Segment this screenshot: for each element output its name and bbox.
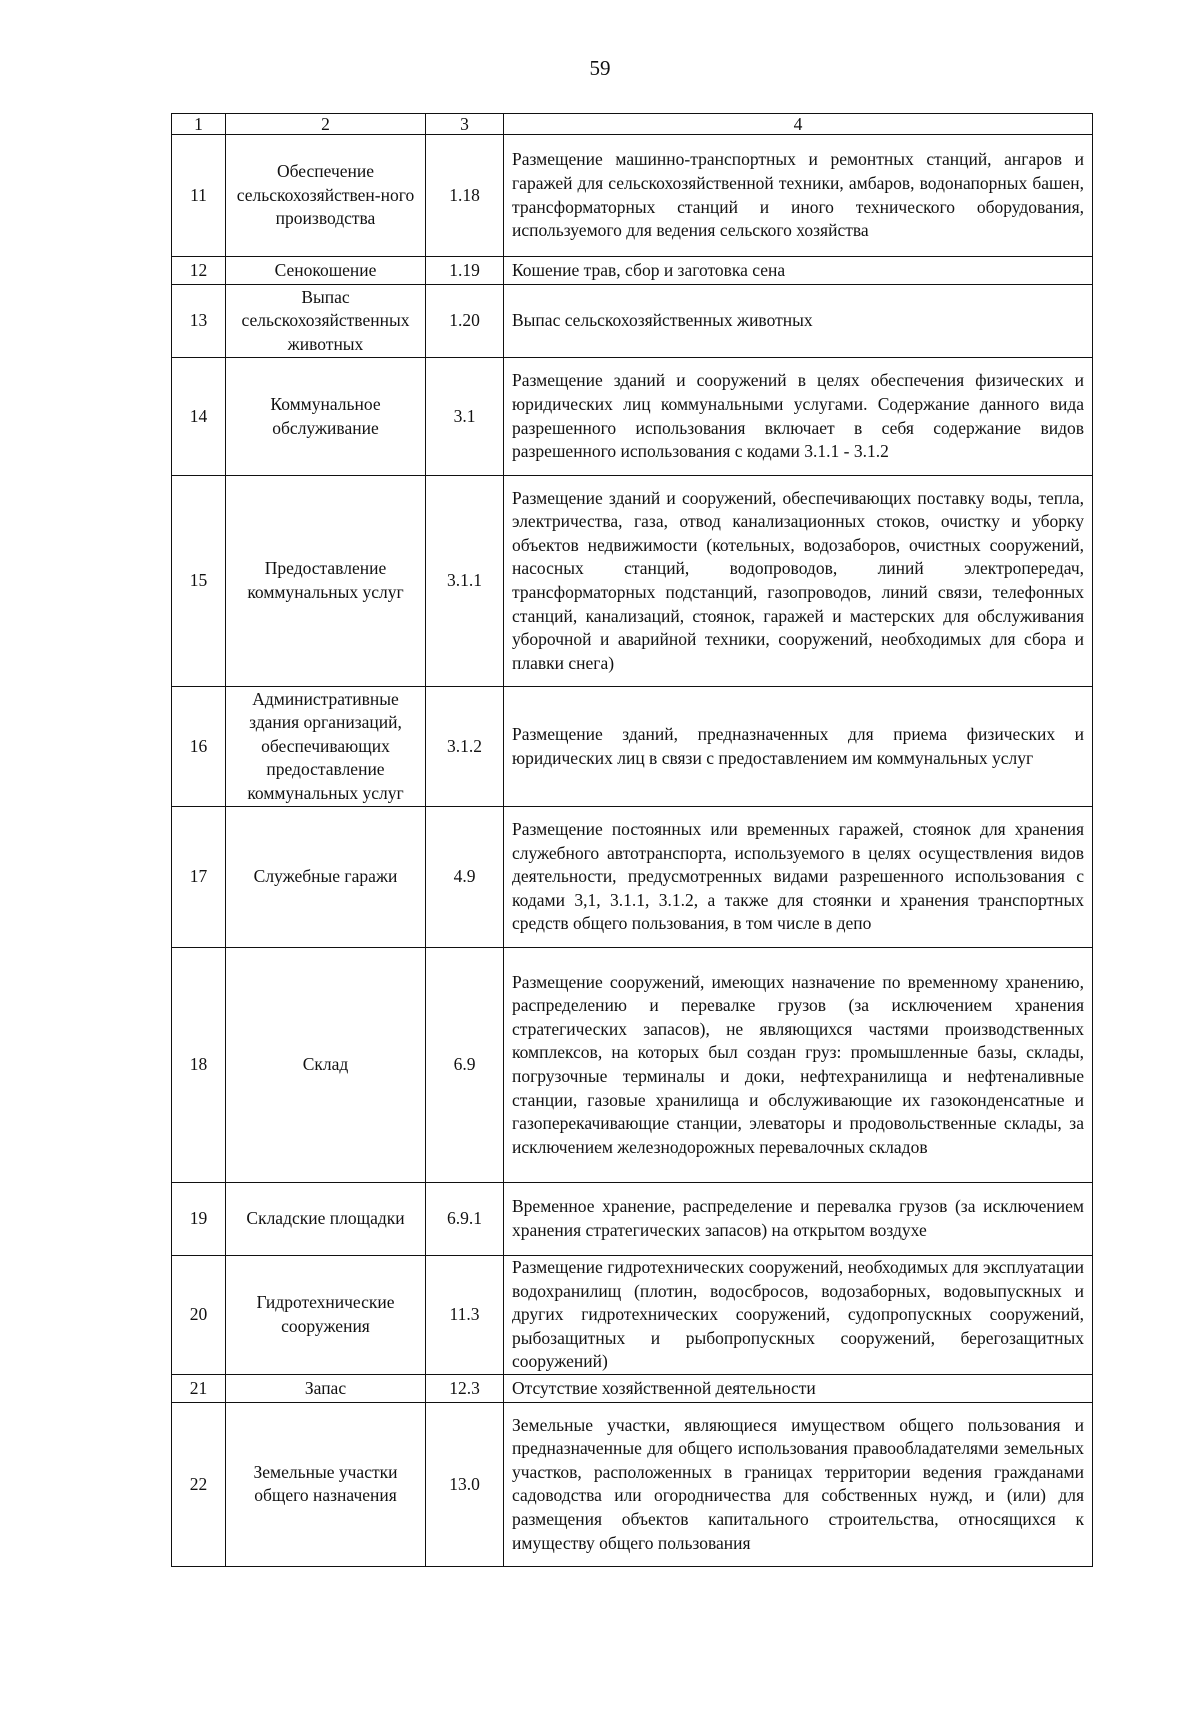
use-type-name: Коммунальное обслуживание: [226, 358, 426, 476]
use-type-code: 3.1.2: [426, 687, 504, 807]
use-type-code: 6.9.1: [426, 1183, 504, 1256]
table-row: [172, 1374, 1093, 1402]
use-type-description: Размещение зданий и сооружений, обеспечивающих поставку воды, тепла, электричества, газа, отвод канализационных стоков, очистку и уборку объектов недвижимости (котельных, водозаборов, очистных сооружений, насосных станций, водопроводов, линий электропередач, трансформаторных подстанций, газопроводов, линий связи, телефонных станций, канализаций, стоянок, гаражей и мастерских для обслуживания уборочной и аварийной техники, сооружений, необходимых для сбора и плавки снега): [504, 476, 1093, 687]
use-type-name: Складские площадки: [226, 1183, 426, 1256]
use-type-name: Запас: [226, 1374, 426, 1402]
header-cell-4: 4: [504, 114, 1093, 135]
row-number: 13: [172, 285, 226, 358]
use-type-code: 4.9: [426, 807, 504, 948]
use-type-description: Размещение зданий, предназначенных для приема физических и юридических лиц в связи с предоставлением им коммунальных услуг: [504, 687, 1093, 807]
use-type-code: 3.1.1: [426, 476, 504, 687]
use-type-name: Служебные гаражи: [226, 807, 426, 948]
use-type-name: Обеспечение сельскохозяйствен-ного производства: [226, 135, 426, 257]
row-number: 21: [172, 1374, 226, 1402]
use-type-description: Размещение постоянных или временных гаражей, стоянок для хранения служебного автотранспорта, используемого в целях осуществления видов деятельности, предусмотренных видами разрешенного использования с кодами 3,1, 3.1.1, 3.1.2, а также для стоянки и хранения транспортных средств общего пользования, в том числе в депо: [504, 807, 1093, 948]
use-type-description: Отсутствие хозяйственной деятельности: [504, 1374, 1093, 1402]
table-row: [172, 1256, 1093, 1375]
table-row: [172, 1402, 1093, 1566]
use-type-description: Выпас сельскохозяйственных животных: [504, 285, 1093, 358]
use-type-name: Склад: [226, 948, 426, 1183]
use-type-description: Размещение сооружений, имеющих назначение по временному хранению, распределению и перевалке грузов (за исключением хранения стратегических запасов), не являющихся частями производственных комплексов, на которых был создан груз: промышленные базы, склады, погрузочные терминалы и доки, нефтехранилища и нефтеналивные станции, газовые хранилища и обслуживающие их газоконденсатные и газоперекачивающие станции, элеваторы и продовольственные склады, за исключением железнодорожных перевалочных складов: [504, 948, 1093, 1183]
row-number: 12: [172, 257, 226, 285]
row-number: 15: [172, 476, 226, 687]
header-cell-1: 1: [172, 114, 226, 135]
table-row: [172, 285, 1093, 358]
row-number: 19: [172, 1183, 226, 1256]
row-number: 17: [172, 807, 226, 948]
page-number: 59: [589, 56, 611, 80]
table-row: [172, 257, 1093, 285]
use-type-name: Предоставление коммунальных услуг: [226, 476, 426, 687]
table-row: [172, 948, 1093, 1183]
use-type-name: Административные здания организаций, обеспечивающих предоставление коммунальных услуг: [226, 687, 426, 807]
use-type-code: 12.3: [426, 1374, 504, 1402]
row-number: 22: [172, 1402, 226, 1566]
use-type-code: 13.0: [426, 1402, 504, 1566]
row-number: 18: [172, 948, 226, 1183]
use-type-code: 1.20: [426, 285, 504, 358]
use-type-code: 3.1: [426, 358, 504, 476]
row-number: 20: [172, 1256, 226, 1375]
land-use-table: [171, 113, 1093, 1567]
use-type-name: Сенокошение: [226, 257, 426, 285]
table-row: [172, 358, 1093, 476]
header-cell-3: 3: [426, 114, 504, 135]
row-number: 16: [172, 687, 226, 807]
use-type-code: 1.18: [426, 135, 504, 257]
header-cell-2: 2: [226, 114, 426, 135]
use-type-description: Земельные участки, являющиеся имуществом общего пользования и предназначенные для общего использования правообладателями земельных участков, расположенных в границах территории ведения гражданами садоводства или огородничества для собственных нужд, и (или) для размещения объектов капитального строительства, относящихся к имуществу общего пользования: [504, 1402, 1093, 1566]
use-type-code: 6.9: [426, 948, 504, 1183]
use-type-description: Размещение гидротехнических сооружений, необходимых для эксплуатации водохранилищ (плотин, водосбросов, водозаборных, водовыпускных и других гидротехнических сооружений, судопропускных сооружений, рыбозащитных и рыбопропускных сооружений, берегозащитных сооружений): [504, 1256, 1093, 1375]
use-type-description: Временное хранение, распределение и перевалка грузов (за исключением хранения стратегических запасов) на открытом воздухе: [504, 1183, 1093, 1256]
row-number: 11: [172, 135, 226, 257]
table-header-row: [172, 114, 1093, 135]
use-type-name: Выпас сельскохозяйственных животных: [226, 285, 426, 358]
use-type-description: Кошение трав, сбор и заготовка сена: [504, 257, 1093, 285]
use-type-code: 1.19: [426, 257, 504, 285]
use-type-code: 11.3: [426, 1256, 504, 1375]
use-type-name: Гидротехнические сооружения: [226, 1256, 426, 1375]
use-type-name: Земельные участки общего назначения: [226, 1402, 426, 1566]
table-row: [172, 476, 1093, 687]
row-number: 14: [172, 358, 226, 476]
table-row: [172, 687, 1093, 807]
use-type-description: Размещение машинно-транспортных и ремонтных станций, ангаров и гаражей для сельскохозяйственной техники, амбаров, водонапорных башен, трансформаторных станций и иного технического оборудования, используемого для ведения сельского хозяйства: [504, 135, 1093, 257]
table-row: [172, 807, 1093, 948]
table-row: [172, 1183, 1093, 1256]
use-type-description: Размещение зданий и сооружений в целях обеспечения физических и юридических лиц коммунальными услугами. Содержание данного вида разрешенного использования включает в себя содержание видов разрешенного использования с кодами 3.1.1 - 3.1.2: [504, 358, 1093, 476]
table-row: [172, 135, 1093, 257]
